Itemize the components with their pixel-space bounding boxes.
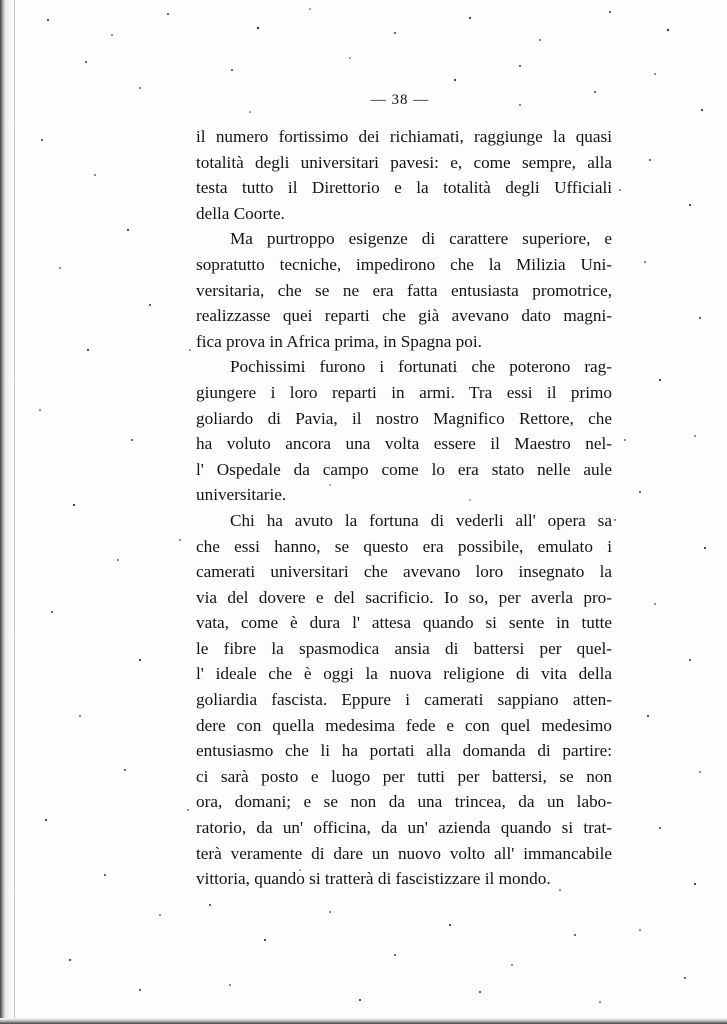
text-line: goliardo di Pavia, il nostro Magnifico Rettore, che	[196, 408, 612, 428]
text-line: universitarie.	[196, 485, 287, 505]
text-line: fica prova in Africa prima, in Spagna poi.	[196, 331, 482, 351]
text-line: ratorio, da un' officina, da un' azienda quando si trat-	[196, 818, 612, 838]
paragraph-first-line: Chi ha avuto la fortuna di vederli all' opera sa	[230, 510, 612, 530]
paragraph-first-line: Ma purtroppo esigenze di carattere superiore, e	[230, 229, 612, 249]
text-line: l' ideale che è oggi la nuova religione di vita della	[196, 664, 612, 684]
paragraph-first-line: Pochissimi furono i fortunati che poterono rag-	[230, 357, 612, 377]
text-line: ora, domani; e se non da una trincea, da un labo-	[196, 792, 612, 812]
text-line: versitaria, che se ne era fatta entusiasta promotrice,	[196, 280, 612, 300]
text-line: vittoria, quando si tratterà di fascistizzare il mondo.	[196, 869, 551, 889]
text-line: terà veramente di dare un nuovo volto all' immancabile	[196, 843, 612, 863]
text-line: goliardia fascista. Eppure i camerati sappiano atten-	[196, 690, 612, 710]
text-line: giungere i loro reparti in armi. Tra essi il primo	[196, 382, 612, 402]
text-line: dere con quella medesima fede e con quel medesimo	[196, 715, 612, 735]
text-line: della Coorte.	[196, 203, 285, 223]
page-number: — 38 —	[370, 92, 430, 108]
text-line: l' Ospedale da campo come lo era stato nelle aule	[196, 459, 612, 479]
body-text	[196, 124, 612, 892]
text-line: realizzasse quei reparti che già avevano dato magni-	[196, 306, 612, 326]
text-line: le fibre la spasmodica ansia di battersi per quel-	[196, 638, 612, 658]
text-line: ha voluto ancora una volta essere il Maestro nel-	[196, 434, 612, 454]
text-line: via del dovere e del sacrificio. Io so, per averla pro-	[196, 587, 612, 607]
text-line: camerati universitari che avevano loro insegnato la	[196, 562, 612, 582]
text-line: totalità degli universitari pavesi: e, come sempre, alla	[196, 152, 612, 172]
text-line: entusiasmo che li ha portati alla domanda di partire:	[196, 741, 612, 761]
text-line: sopratutto tecniche, impedirono che la Milizia Uni-	[196, 254, 612, 274]
text-line: che essi hanno, se questo era possibile, emulato i	[196, 536, 612, 556]
text-line: testa tutto il Direttorio e la totalità degli Ufficiali	[196, 178, 612, 198]
page-bottom-edge	[0, 1018, 727, 1024]
text-line: ci sarà posto e luogo per tutti per battersi, se non	[196, 766, 612, 786]
text-line: il numero fortissimo dei richiamati, raggiunge la quasi	[196, 127, 612, 146]
text-line: vata, come è dura l' attesa quando si sente in tutte	[196, 613, 612, 633]
